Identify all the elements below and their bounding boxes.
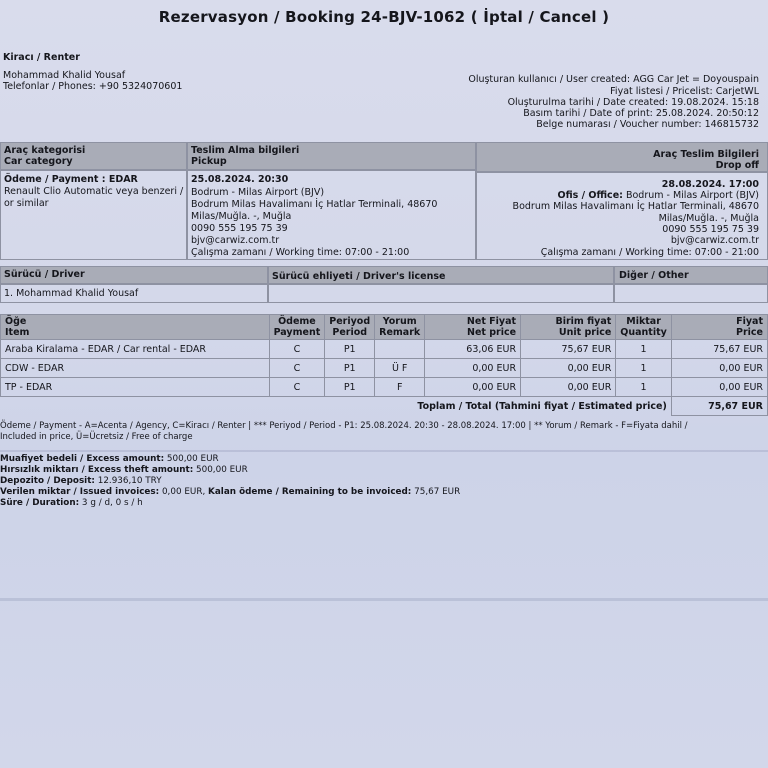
page-title: Rezervasyon / Booking 24-BJV-1062 ( İptal / Cancel ) — [158, 8, 610, 26]
meta-voucher: Belge numarası / Voucher number: 146815732 — [536, 119, 759, 130]
row-net-price: 63,06 EUR — [425, 340, 521, 359]
license-cell — [268, 284, 614, 303]
row-remark: Ü F — [375, 359, 425, 378]
row-period: P1 — [325, 378, 375, 397]
meta-pricelist: Fiyat listesi / Pricelist: CarjetWL — [610, 86, 759, 97]
row-period: P1 — [325, 340, 375, 359]
pickup-header-en: Pickup — [191, 156, 227, 167]
col-price-tr: Fiyat — [736, 316, 763, 327]
col-payment-en: Payment — [273, 327, 321, 338]
dropoff-header — [476, 142, 768, 172]
remaining-value: 75,67 EUR — [411, 487, 461, 497]
meta-user-created: Oluşturan kullanıcı / User created: AGG Car Jet = Doyouspain — [468, 74, 759, 85]
driver-name: 1. Mohammad Khalid Yousaf — [4, 288, 139, 299]
excess-value: 500,00 EUR — [164, 454, 219, 464]
row-net-price: 0,00 EUR — [425, 378, 521, 397]
pickup-email: bjv@carwiz.com.tr — [191, 235, 280, 246]
col-net-tr: Net Fiyat — [466, 316, 517, 327]
pickup-phone: 0090 555 195 75 39 — [191, 223, 288, 234]
row-item: TP - EDAR — [1, 378, 270, 397]
duration-value: 3 g / d, 0 s / h — [79, 498, 143, 508]
row-unit-price: 0,00 EUR — [521, 359, 616, 378]
car-description: Renault Clio Automatic veya benzeri / — [4, 186, 184, 197]
row-period: P1 — [325, 359, 375, 378]
col-qty-tr: Miktar — [626, 316, 661, 327]
row-price: 75,67 EUR — [671, 340, 767, 359]
paper-fold — [0, 598, 768, 601]
other-header — [614, 266, 768, 284]
duration-label: Süre / Duration: — [0, 498, 80, 508]
col-remark-tr: Yorum — [382, 316, 417, 327]
meta-date-created: Oluşturulma tarihi / Date created: 19.08.2024. 15:18 — [507, 97, 759, 108]
category-payment: Ödeme / Payment : EDAR — [4, 174, 138, 185]
col-period-en: Period — [332, 327, 368, 338]
items-table — [0, 314, 768, 416]
dropoff-city: Milas/Muğla. -, Muğla — [658, 213, 759, 224]
theft-label: Hırsızlık miktarı / Excess theft amount: — [0, 465, 194, 475]
category-header — [0, 142, 187, 170]
col-period-tr: Periyod — [329, 316, 371, 327]
row-quantity: 1 — [616, 378, 672, 397]
pickup-hours: Çalışma zamanı / Working time: 07:00 - 21:00 — [191, 247, 410, 258]
col-unit-price — [521, 315, 616, 340]
license-header — [268, 266, 614, 284]
dropoff-office-label: Ofis / Office: — [557, 190, 623, 201]
deposit-value: 12.936,10 TRY — [94, 476, 162, 486]
row-item: CDW - EDAR — [1, 359, 270, 378]
dropoff-cell — [476, 172, 768, 260]
col-unit-tr: Birim fiyat — [555, 316, 612, 327]
row-unit-price: 0,00 EUR — [521, 378, 616, 397]
table-row — [1, 340, 768, 359]
issued-value: 0,00 EUR, — [159, 487, 209, 497]
col-remark-en: Remark — [379, 327, 421, 338]
col-period — [325, 315, 375, 340]
dropoff-office: Bodrum - Milas Airport (BJV) — [622, 190, 759, 201]
legend-line: Ödeme / Payment - A=Acenta / Agency, C=Kiracı / Renter | *** Periyod / Period - P1: 25.08.2024. 20:30 - 28.08.2024. 17:00 | ** Yorum / Remark - F=Fiyata dahil / — [0, 421, 688, 431]
total-label: Toplam / Total (Tahmini fiyat / Estimated price) — [417, 400, 667, 412]
renter-label: Kiracı / Renter — [3, 52, 80, 63]
row-item: Araba Kiralama - EDAR / Car rental - EDAR — [1, 340, 270, 359]
row-payment: C — [269, 340, 325, 359]
dropoff-header-tr: Araç Teslim Bilgileri — [653, 149, 759, 160]
col-price — [671, 315, 767, 340]
col-payment-tr: Ödeme — [278, 316, 316, 327]
col-unit-en: Unit price — [558, 327, 612, 338]
col-net-price — [425, 315, 521, 340]
pickup-datetime: 25.08.2024. 20:30 — [191, 174, 289, 185]
table-row — [1, 378, 768, 397]
excess-label: Muafiyet bedeli / Excess amount: — [0, 454, 165, 464]
table-row — [1, 359, 768, 378]
col-item — [1, 315, 270, 340]
row-remark: F — [375, 378, 425, 397]
pickup-office: Bodrum - Milas Airport (BJV) — [191, 187, 325, 198]
other-header-label: Diğer / Other — [619, 270, 689, 281]
dropoff-datetime: 28.08.2024. 17:00 — [661, 179, 759, 190]
total-row — [1, 397, 768, 416]
row-unit-price: 75,67 EUR — [521, 340, 616, 359]
col-item-tr: Öğe — [5, 316, 27, 327]
pickup-header-tr: Teslim Alma bilgileri — [191, 145, 300, 156]
row-net-price: 0,00 EUR — [425, 359, 521, 378]
category-cell — [0, 170, 187, 260]
dropoff-email: bjv@carwiz.com.tr — [670, 235, 759, 246]
other-cell — [614, 284, 768, 303]
remaining-label: Kalan ödeme / Remaining to be invoiced: — [208, 487, 412, 497]
col-net-en: Net price — [467, 327, 517, 338]
dropoff-address: Bodrum Milas Havalimanı İç Hatlar Terminali, 48670 — [512, 201, 759, 212]
row-remark — [375, 340, 425, 359]
car-description-cont: or similar — [4, 198, 49, 209]
col-quantity — [616, 315, 672, 340]
paper-fold — [0, 450, 768, 452]
pickup-address: Bodrum Milas Havalimanı İç Hatlar Terminali, 48670 — [191, 199, 438, 210]
col-payment — [269, 315, 325, 340]
deposit-label: Depozito / Deposit: — [0, 476, 95, 486]
issued-label: Verilen miktar / Issued invoices: — [0, 487, 160, 497]
items-header-row — [1, 315, 768, 340]
category-header-en: Car category — [4, 156, 73, 167]
row-quantity: 1 — [616, 359, 672, 378]
driver-header-label: Sürücü / Driver — [4, 269, 85, 280]
row-payment: C — [269, 378, 325, 397]
duration-line — [0, 497, 143, 509]
legend-line: Included in price, Ü=Ücretsiz / Free of charge — [0, 432, 193, 442]
row-payment: C — [269, 359, 325, 378]
row-price: 0,00 EUR — [671, 359, 767, 378]
driver-header — [0, 266, 268, 284]
row-price: 0,00 EUR — [671, 378, 767, 397]
pickup-city: Milas/Muğla. -, Muğla — [191, 211, 292, 222]
dropoff-hours: Çalışma zamanı / Working time: 07:00 - 21:00 — [540, 247, 759, 258]
dropoff-phone: 0090 555 195 75 39 — [662, 224, 759, 235]
col-item-en: Item — [5, 327, 30, 338]
col-price-en: Price — [736, 327, 763, 338]
total-value: 75,67 EUR — [671, 397, 767, 416]
theft-value: 500,00 EUR — [193, 465, 248, 475]
pickup-cell — [187, 170, 476, 260]
renter-name: Mohammad Khalid Yousaf — [3, 70, 126, 81]
renter-phones: Telefonlar / Phones: +90 5324070601 — [3, 81, 183, 92]
category-header-tr: Araç kategorisi — [4, 145, 86, 156]
license-header-label: Sürücü ehliyeti / Driver's license — [272, 271, 446, 282]
row-quantity: 1 — [616, 340, 672, 359]
pickup-header — [187, 142, 476, 170]
driver-name-cell — [0, 284, 268, 303]
dropoff-header-en: Drop off — [715, 160, 759, 171]
col-qty-en: Quantity — [620, 327, 667, 338]
col-remark — [375, 315, 425, 340]
meta-date-print: Basım tarihi / Date of print: 25.08.2024. 20:50:12 — [523, 108, 759, 119]
